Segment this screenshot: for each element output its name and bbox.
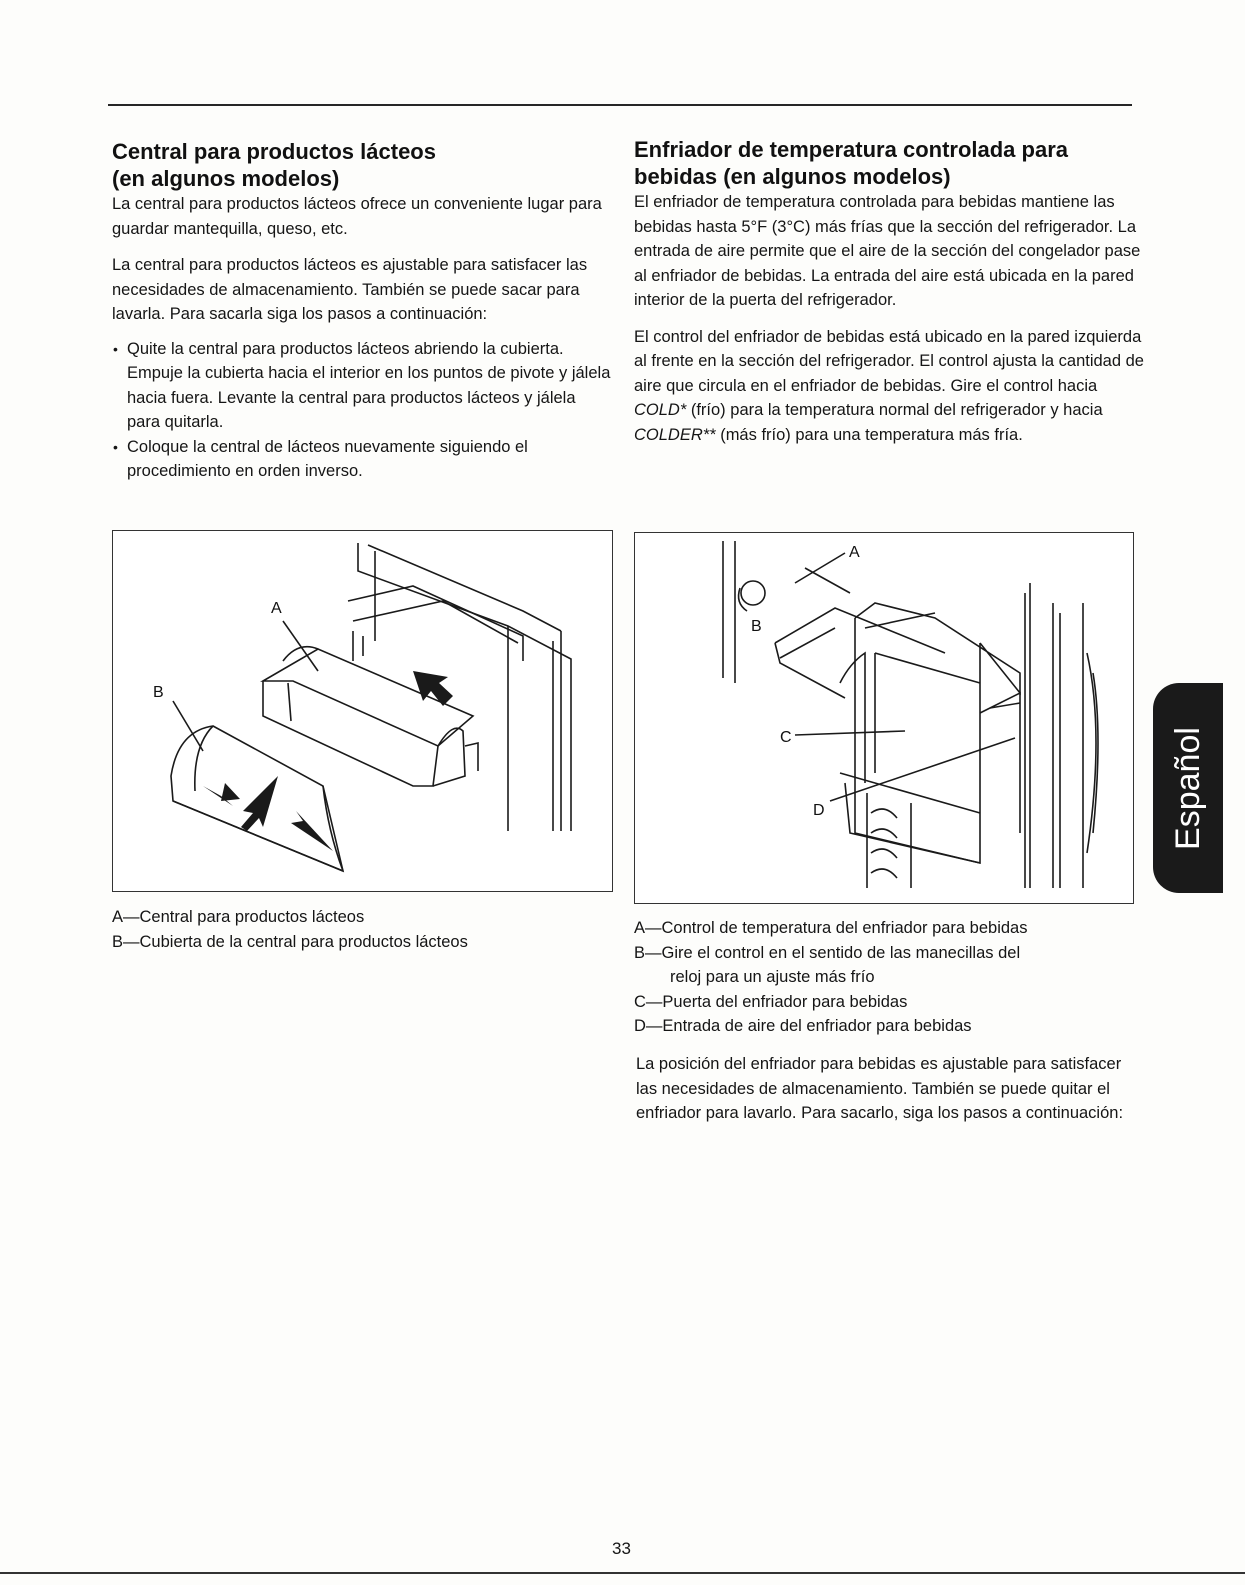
colder-setting-label: COLDER** <box>634 425 716 444</box>
beverage-chiller-removal <box>636 1052 1146 1126</box>
language-tab-label-wrap <box>1153 683 1223 893</box>
figure-label-c: C <box>780 729 792 746</box>
caption-c: C—Puerta del enfriador para bebidas <box>634 992 908 1011</box>
step-item: • Quite la central para productos lácteos abriendo la cubierta. Empuje la cubierta hacia el interior en los puntos de pivote y jálela hacia fuera. Levante la central para productos lácteos y jálela para quitarla. <box>112 337 612 435</box>
figure-label-b: B <box>153 684 164 701</box>
control-text-part: (más frío) para una temperatura más fría. <box>715 425 1023 444</box>
page-number: 33 <box>612 1539 631 1558</box>
dairy-center-captions <box>112 905 612 954</box>
step-item: • Coloque la central de lácteos nuevamente siguiendo el procedimiento en orden inverso. <box>112 435 612 484</box>
figure-label-a: A <box>271 600 282 617</box>
beverage-chiller-illustration <box>635 533 1133 903</box>
figure-label-a: A <box>849 544 860 561</box>
beverage-chiller-intro: El enfriador de temperatura controlada para bebidas mantiene las bebidas hasta 5°F (3°C) más frías que la sección del refrigerador. La entrada de aire permite que el aire de la sección del congelador pase al enfriador de bebidas. La entrada del aire está ubicada en la pared interior de la puerta del refrigerador. <box>634 193 1141 309</box>
dairy-center-heading-line2: (en algunos modelos) <box>112 166 340 191</box>
figure-label-b: B <box>751 618 762 635</box>
dairy-center-figure <box>112 530 613 892</box>
caption-b: B—Gire el control en el sentido de las manecillas del <box>634 943 1021 962</box>
beverage-chiller-captions <box>634 916 1144 1039</box>
beverage-chiller-adjustable: La posición del enfriador para bebidas es ajustable para satisfacer las necesidades de almacenamiento. También se puede quitar el enfriador para lavarlo. Para sacarlo, siga los pasos a continuación: <box>636 1055 1124 1122</box>
caption-b: B—Cubierta de la central para productos lácteos <box>112 932 468 951</box>
caption-b-continued: reloj para un ajuste más frío <box>670 968 875 986</box>
beverage-chiller-control-description <box>634 325 1144 448</box>
beverage-chiller-figure <box>634 532 1134 904</box>
control-text-part: El control del enfriador de bebidas está ubicado en la pared izquierda al frente en la sección del refrigerador. El control ajusta la cantidad de aire que circula en el enfriador de bebidas. Gire el control hacia <box>634 327 1144 395</box>
dairy-center-intro: La central para productos lácteos ofrece un conveniente lugar para guardar mantequilla, queso, etc. <box>112 195 602 238</box>
control-text-part: (frío) para la temperatura normal del refrigerador y hacia <box>686 401 1103 419</box>
language-tab-label: Español <box>1168 726 1207 850</box>
beverage-chiller-heading-line2: bebidas (en algunos modelos) <box>634 164 951 189</box>
right-column <box>634 136 1144 447</box>
dairy-center-adjustable: La central para productos lácteos es ajustable para satisfacer las necesidades de almacenamiento. También se puede sacar para lavarla. Para sacarla siga los pasos a continuación: <box>112 256 588 323</box>
bottom-rule <box>0 1572 1245 1574</box>
dairy-center-illustration <box>113 531 612 891</box>
dairy-center-heading-line1: Central para productos lácteos <box>112 139 436 164</box>
beverage-chiller-heading-line1: Enfriador de temperatura controlada para <box>634 137 1068 162</box>
caption-a: A—Control de temperatura del enfriador para bebidas <box>634 919 1028 937</box>
dairy-center-steps <box>112 337 612 484</box>
caption-a: A—Central para productos lácteos <box>112 908 365 926</box>
caption-d: D—Entrada de aire del enfriador para bebidas <box>634 1017 972 1035</box>
figure-label-d: D <box>813 802 825 819</box>
cold-setting-label: COLD* <box>634 401 687 419</box>
top-rule <box>108 104 1132 106</box>
left-column <box>112 138 612 484</box>
